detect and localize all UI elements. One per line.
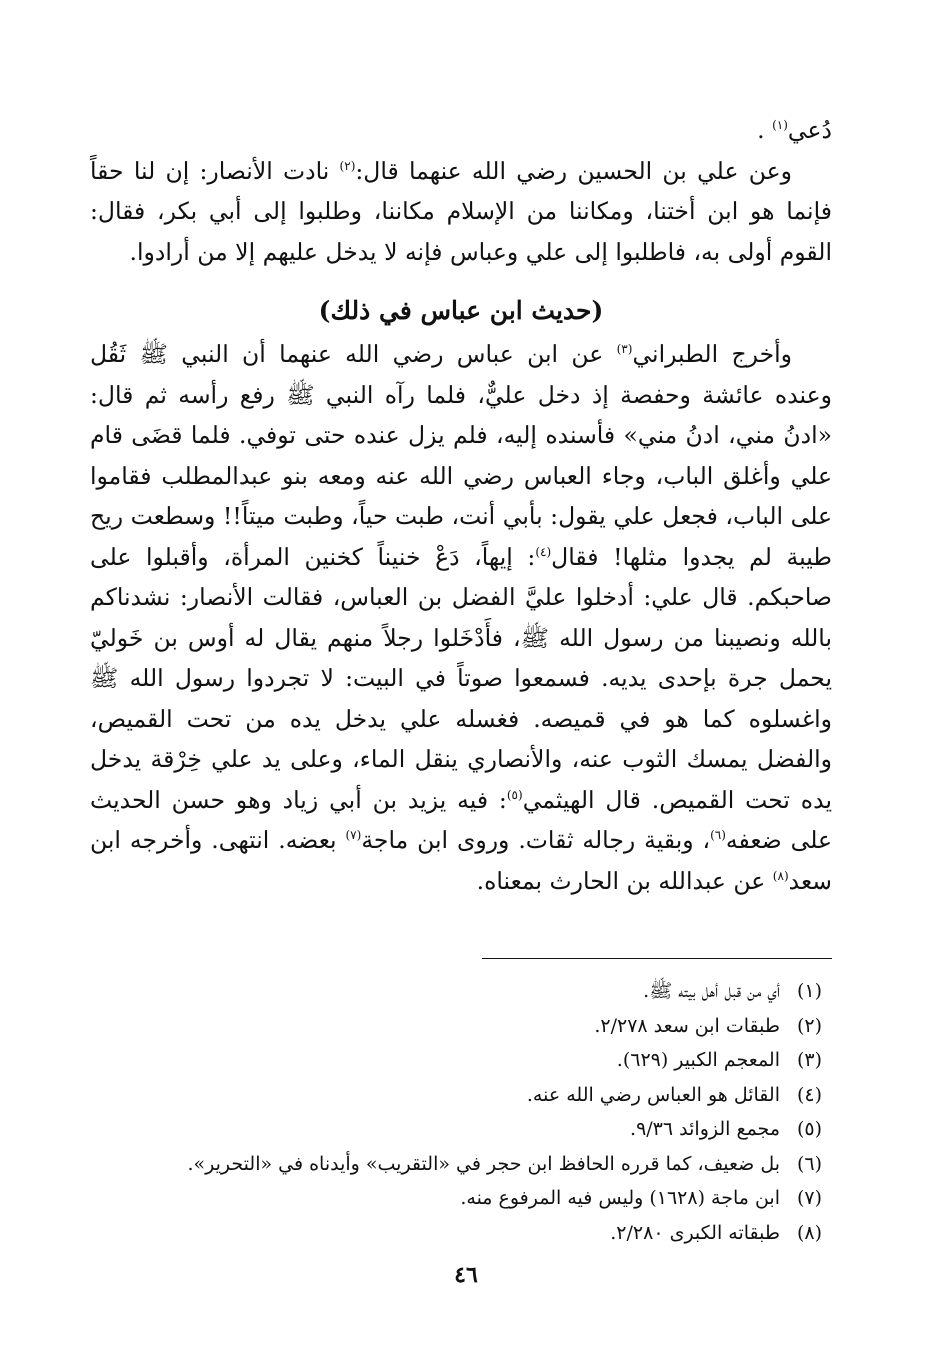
footnote-text: طبقاته الكبرى ٢/٢٨٠. <box>610 1221 780 1244</box>
text-run: وأخرج الطبراني <box>632 340 792 368</box>
footnote-ref-6: (٦) <box>710 828 726 842</box>
paragraph-2 <box>90 334 832 901</box>
footnote-number: (٣) <box>796 1049 822 1071</box>
footnote-separator <box>482 958 832 959</box>
text-run: نادت الأنصار: إن لنا حقاً فإنما هو ابن أختنا، ومكاننا من الإسلام مكاننا، وطلبوا إلى أبي بكر، فقال: القوم أولى به، فاطلبوا إلى علي وعباس فإنه لا يدخل عليهم إلا من أرادوا. <box>90 156 832 266</box>
footnote-item <box>90 1147 822 1182</box>
footnote-number: (٤) <box>796 1083 822 1106</box>
footnote-item <box>90 1216 822 1251</box>
page-number: ٤٦ <box>454 1262 478 1288</box>
section-heading: (حديث ابن عباس في ذلك) <box>318 296 604 325</box>
text-run: : إيهاً، دَعْ خنيناً كخنين المرأة، وأقبلوا على صاحبكم. قال علي: أدخلوا عليَّ الفضل بن العباس، فقالت الأنصار: نشدناكم بالله ونصيبنا من رسول الله ﷺ، فأَدْخَلوا رجلاً منهم يقال له أوس بن خَوليّ يحمل جرة بإحدى يديه. فسمعوا صوتاً في البيت: لا تجردوا رسول الله ﷺ واغسلوه كما هو في قميصه. فغسله علي يدخل يده من تحت القميص، والفضل يمسك الثوب عنه، والأنصاري ينقل الماء، وعلى يد علي خِرْقة يدخل يده تحت القميص. قال الهيثمي <box>90 542 832 814</box>
footnote-text: القائل هو العباس رضي الله عنه. <box>526 1083 780 1106</box>
text-run: دُعي <box>787 116 832 144</box>
footnote-item <box>90 1078 822 1113</box>
continued-line <box>90 110 832 151</box>
footnote-ref-8: (٨) <box>772 868 789 883</box>
footnote-text: مجمع الزوائد ٩/٣٦. <box>630 1118 780 1140</box>
footnote-ref-7: (٧) <box>345 828 362 842</box>
footnote-ref-4: (٤) <box>535 544 552 559</box>
footnotes <box>90 974 822 1250</box>
footnote-item <box>90 1112 822 1147</box>
text-run: : فيه يزيد بن أبي زياد وهو حسن الحديث على ضعفه <box>90 785 833 854</box>
footnote-number: (٦) <box>796 1152 822 1175</box>
text-run: وعن علي بن الحسين رضي الله عنهما قال: <box>355 156 792 185</box>
footnote-ref-2: (٢) <box>339 158 356 173</box>
text-run: عن عبدالله بن الحارث بمعناه. <box>476 866 773 895</box>
footnote-text: أي من قبل أهل بيته ﷺ. <box>643 980 780 1002</box>
footnote-item <box>90 974 822 1009</box>
footnote-item <box>90 1043 822 1078</box>
footnote-text: بل ضعيف، كما قرره الحافظ ابن حجر في «التقريب» وأيدناه في «التحرير». <box>187 1152 780 1175</box>
footnote-ref-5: (٥) <box>506 787 523 802</box>
footnote-number: (٨) <box>796 1221 822 1244</box>
footnote-item <box>90 1009 822 1044</box>
text-run: بعضه. انتهى. وأخرجه ابن سعد <box>90 826 832 895</box>
footnote-number: (٥) <box>796 1118 822 1140</box>
text-run: ، وبقية رجاله ثقات. وروى ابن ماجة <box>361 826 711 854</box>
footnote-number: (٧) <box>796 1187 822 1209</box>
footnote-ref-1: (١) <box>772 118 788 132</box>
footnote-item <box>90 1181 822 1216</box>
text-run: . <box>757 116 765 144</box>
paragraph-1 <box>90 151 832 273</box>
footnote-text: ابن ماجة (١٦٢٨) وليس فيه المرفوع منه. <box>460 1187 780 1209</box>
footnote-text: المعجم الكبير (٦٢٩). <box>616 1049 780 1071</box>
footnote-ref-3: (٣) <box>616 342 633 356</box>
footnote-text: طبقات ابن سعد ٢/٢٧٨. <box>594 1014 780 1037</box>
footnote-number: (١) <box>796 980 822 1002</box>
footnote-number: (٢) <box>796 1014 822 1037</box>
text-run: عن ابن عباس رضي الله عنهما أن النبي ﷺ ثَقُل وعنده عائشة وحفصة إذ دخل عليٌّ، فلما رآه النبي ﷺ رفع رأسه ثم قال: «ادنُ مني، ادنُ مني» فأسنده إليه، فلم يزل عنده حتى توفي. فلما قضَى قام علي وأغلق الباب، وجاء العباس رضي الله عنه ومعه بنو عبدالمطلب فقاموا على الباب، فجعل علي يقول: بأبي أنت، طبت حياً، وطبت ميتاً!! وسطعت ريح طيبة لم يجدوا مثلها! فقال <box>90 340 832 571</box>
main-text <box>90 110 832 901</box>
